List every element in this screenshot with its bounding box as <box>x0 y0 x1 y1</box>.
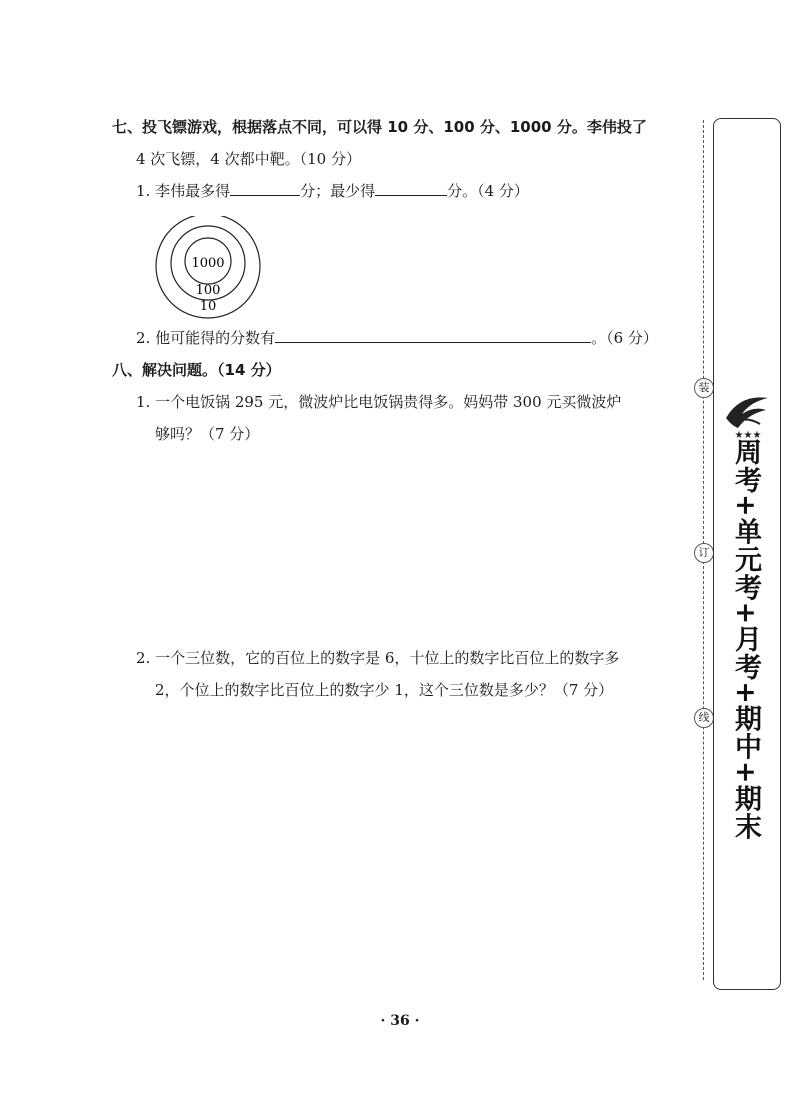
answer-blank-max[interactable] <box>230 181 300 196</box>
section7-question-1 <box>136 181 529 201</box>
answer-area-q1[interactable] <box>136 452 686 632</box>
section7-heading-line2: 4 次飞镖，4 次都中靶。（10 分） <box>136 150 361 168</box>
section8-q1-line2: 够吗？（7 分） <box>155 425 260 443</box>
svg-text:★★★: ★★★ <box>734 430 762 440</box>
section8-q2-line1: 2. 一个三位数，它的百位上的数字是 6，十位上的数字比百位上的数字多 <box>136 649 620 667</box>
q1-text-part3: 分。（4 分） <box>447 182 529 200</box>
answer-blank-min[interactable] <box>375 181 447 196</box>
page-number: · 36 · <box>380 1013 420 1029</box>
label-10: 10 <box>199 299 217 314</box>
brand-text: 周考+单元考+月考+期中+期末 <box>730 438 761 841</box>
binding-char-ding: 订 <box>694 543 714 563</box>
dartboard-diagram <box>152 216 264 320</box>
section7-heading-line1: 七、投飞镖游戏，根据落点不同，可以得 10 分、100 分、1000 分。李伟投了 <box>112 118 647 136</box>
q2-text-part1: 2. 他可能得的分数有 <box>136 329 276 347</box>
q2-text-part2: 。（6 分） <box>591 329 658 347</box>
section8-q1-line1: 1. 一个电饭锅 295 元，微波炉比电饭锅贵得多。妈妈带 300 元买微波炉 <box>136 393 622 411</box>
label-1000: 1000 <box>191 256 225 271</box>
binding-char-zhuang: 装 <box>694 378 714 398</box>
q1-text-part1: 1. 李伟最多得 <box>136 182 231 200</box>
label-100: 100 <box>195 283 221 298</box>
answer-blank-scores[interactable] <box>275 328 591 343</box>
section7-question-2 <box>136 328 658 348</box>
brand-logo-icon <box>720 388 776 440</box>
section8-heading: 八、解决问题。（14 分） <box>112 361 281 379</box>
q1-text-part2: 分；最少得 <box>300 182 376 200</box>
answer-area-q2[interactable] <box>136 710 686 970</box>
section8-q2-line2: 2，个位上的数字比百位上的数字少 1，这个三位数是多少？（7 分） <box>155 681 614 699</box>
binding-char-xian: 线 <box>694 708 714 728</box>
